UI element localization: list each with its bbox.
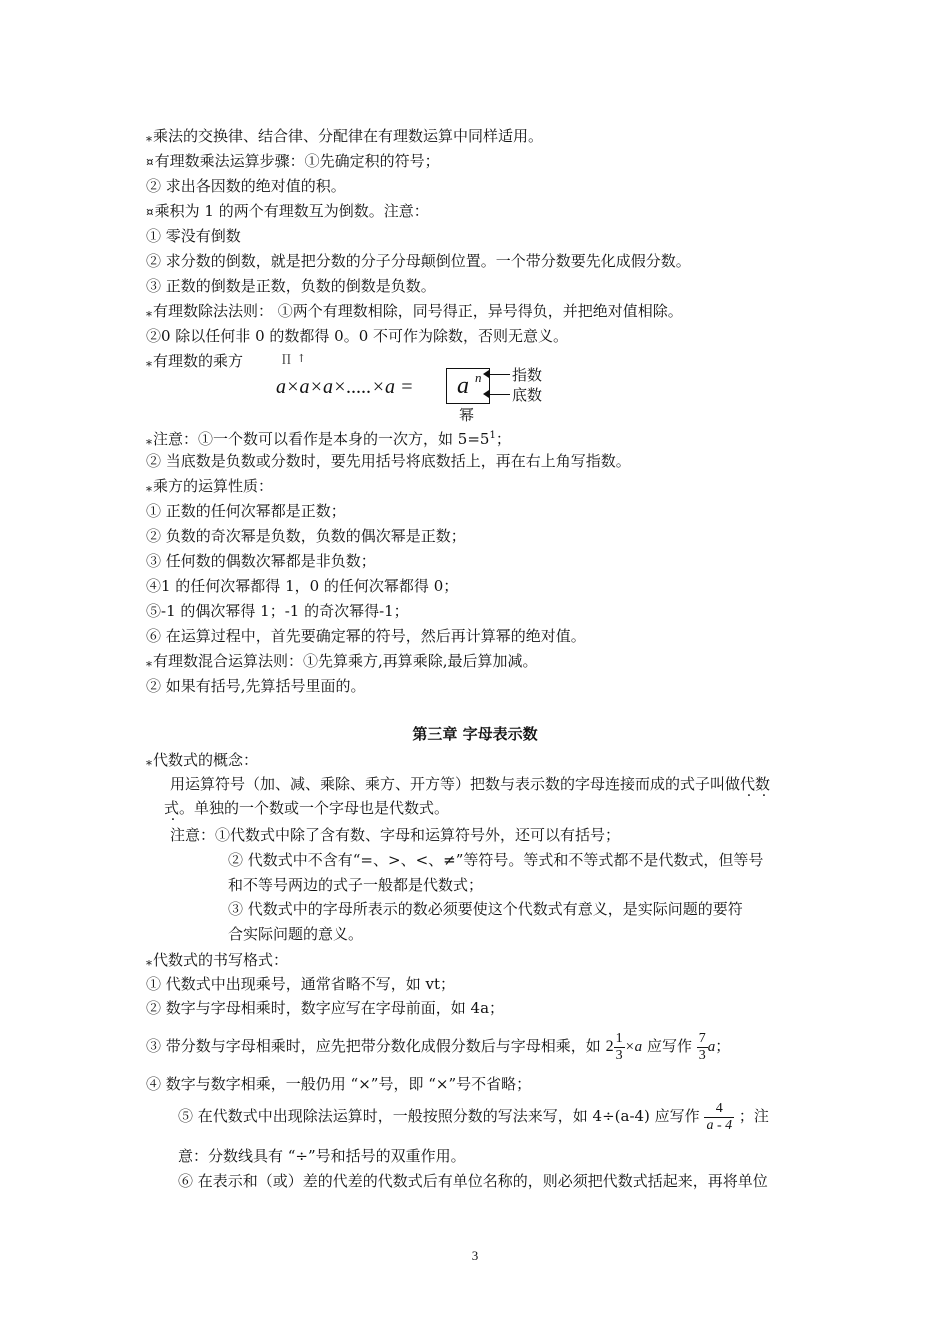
text-line: ② 负数的奇次幂是负数，负数的偶次幂是正数； bbox=[146, 527, 466, 545]
bullet-icon: ⁎ bbox=[146, 355, 152, 369]
text-line: ⁎有理数除法法则： ①两个有理数相除，同号得正，异号得负，并把绝对值相除。 bbox=[146, 302, 683, 320]
fraction: $\frac{1}{3}$ bbox=[615, 1030, 623, 1063]
text-line: ② 求分数的倒数，就是把分数的分子分母颠倒位置。一个带分数要先化成假分数。 bbox=[146, 252, 691, 270]
text-line: ② 数字与字母相乘时，数字应写在字母前面，如 4a； bbox=[146, 999, 505, 1017]
text-line: ① 正数的任何次幂都是正数； bbox=[146, 502, 346, 520]
label-power: 幂 bbox=[459, 406, 475, 424]
text-line: ③ 带分数与字母相乘时，应先把带分数化成假分数后与字母相乘，如 2 $\frac{1}{3}$ ×a 应写作 $\frac{7}{3}$ a； bbox=[146, 1030, 731, 1063]
formula-expression: a×a×a×.....×a = bbox=[276, 376, 414, 398]
bullet-icon: ⁎ bbox=[146, 655, 152, 669]
text-line: ⑥ 在表示和（或）差的代差的代数式后有单位名称的，则必须把代数式括起来，再将单位 bbox=[178, 1172, 768, 1190]
bullet-icon: ⁎ bbox=[146, 130, 152, 144]
arrow-left-icon bbox=[488, 374, 510, 375]
bullet-icon: ⁎ bbox=[146, 433, 152, 447]
label-exponent: 指数 bbox=[512, 366, 543, 384]
text-line: ⁎代数式的概念： bbox=[146, 751, 259, 769]
text-line: ② 如果有括号,先算括号里面的。 bbox=[146, 677, 366, 695]
chapter-title: 第三章 字母表示数 bbox=[412, 725, 538, 743]
text-line: ⑤-1 的偶次幂得 1；-1 的奇次幂得-1； bbox=[146, 602, 409, 620]
text-line: ⑥ 在运算过程中，首先要确定幂的符号，然后再计算幂的绝对值。 bbox=[146, 627, 586, 645]
text-line: ⁎注意：①一个数可以看作是本身的一次方，如 $5=5^1$； bbox=[146, 430, 511, 448]
text-line: 式。单独的一个数或一个字母也是代数式。 bbox=[164, 799, 450, 817]
text-line: ②0 除以任何非 0 的数都得 0。0 不可作为除数，否则无意义。 bbox=[146, 327, 569, 345]
text-line: 意：分数线具有 “÷”号和括号的双重作用。 bbox=[178, 1147, 466, 1165]
text-line: 和不等号两边的式子一般都是代数式； bbox=[228, 876, 484, 894]
bullet-icon: ⁎ bbox=[146, 480, 152, 494]
power-exponent: n bbox=[475, 370, 482, 385]
text-line: 合实际问题的意义。 bbox=[228, 925, 364, 943]
text-line: ⑤ 在代数式中出现除法运算时，一般按照分数的写法来写，如 4÷(a-4) 应写作 $\frac{4}{a - 4}$ ；注 bbox=[178, 1100, 769, 1133]
text-line: ¤乘积为 1 的两个有理数互为倒数。注意： bbox=[146, 202, 429, 220]
formula-brace-glyphs: ∏↑ bbox=[282, 352, 312, 365]
bullet-icon: ⁎ bbox=[146, 954, 152, 968]
text-line: ⁎有理数混合运算法则：①先算乘方,再算乘除,最后算加减。 bbox=[146, 652, 538, 670]
text-line: ⁎有理数的乘方 bbox=[146, 352, 244, 370]
bullet-icon: ⁎ bbox=[146, 305, 152, 319]
text-line: ① 代数式中出现乘号，通常省略不写，如 vt； bbox=[146, 975, 456, 993]
text-line: ② 当底数是负数或分数时，要先用括号将底数括上，再在右上角写指数。 bbox=[146, 452, 631, 470]
text-line: ② 代数式中不含有“=、>、<、≠”等符号。等式和不等式都不是代数式，但等号 bbox=[228, 851, 764, 869]
fraction: $\frac{7}{3}$ bbox=[698, 1030, 706, 1063]
label-base: 底数 bbox=[512, 386, 543, 404]
text-line: ④1 的任何次幂都得 1，0 的任何次幂都得 0； bbox=[146, 577, 459, 595]
fraction: $\frac{4}{a - 4}$ bbox=[706, 1100, 733, 1133]
text-line: ⁎代数式的书写格式： bbox=[146, 951, 289, 969]
square-bullet-icon: ¤ bbox=[146, 205, 154, 219]
text-line: 用运算符号（加、减、乘除、乘方、开方等）把数与表示数的字母连接而成的式子叫做代数 bbox=[170, 775, 771, 793]
text-line: ① 零没有倒数 bbox=[146, 227, 241, 245]
text-line: ¤有理数乘法运算步骤：①先确定积的符号； bbox=[146, 152, 440, 170]
text-line: 注意：①代数式中除了含有数、字母和运算符号外，还可以有括号； bbox=[170, 826, 621, 844]
text-line: ④ 数字与数字相乘，一般仍用 “×”号，即 “×”号不省略； bbox=[146, 1075, 532, 1093]
bullet-icon: ⁎ bbox=[146, 754, 152, 768]
text-line: ② 求出各因数的绝对值的积。 bbox=[146, 177, 346, 195]
power-base: a bbox=[457, 373, 469, 399]
text-line: ③ 代数式中的字母所表示的数必须要使这个代数式有意义，是实际问题的要符 bbox=[228, 900, 743, 918]
power-formula bbox=[276, 352, 576, 424]
page-number: 3 bbox=[471, 1248, 479, 1263]
text-line: ⁎乘法的交换律、结合律、分配律在有理数运算中同样适用。 bbox=[146, 127, 544, 145]
square-bullet-icon: ¤ bbox=[146, 155, 154, 169]
arrow-left-icon bbox=[488, 394, 510, 395]
text-line: ③ 正数的倒数是正数，负数的倒数是负数。 bbox=[146, 277, 436, 295]
text-line: ③ 任何数的偶数次幂都是非负数； bbox=[146, 552, 376, 570]
text-line: ⁎乘方的运算性质： bbox=[146, 477, 274, 495]
